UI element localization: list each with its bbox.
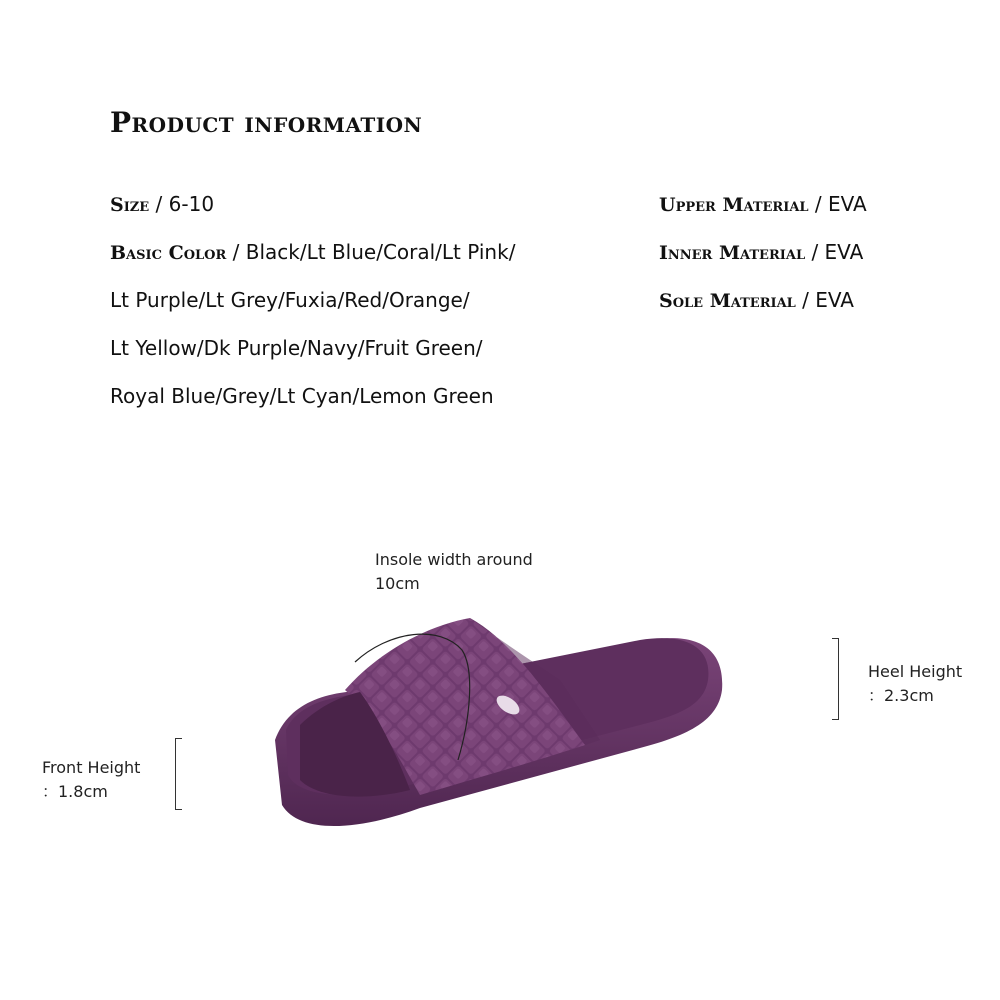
basic-color-value-3: Lt Yellow/Dk Purple/Navy/Fruit Green/ bbox=[110, 336, 483, 360]
size-label: Size bbox=[110, 194, 150, 216]
basic-color-value-2: Lt Purple/Lt Grey/Fuxia/Red/Orange/ bbox=[110, 288, 470, 312]
insole-width-label: Insole width around bbox=[375, 550, 533, 569]
sole-material-value: / EVA bbox=[795, 288, 854, 312]
upper-material-label: Upper Material bbox=[659, 194, 809, 216]
inner-material-value: / EVA bbox=[805, 240, 864, 264]
inner-material-label: Inner Material bbox=[659, 242, 806, 264]
front-height-label: Front Height bbox=[42, 758, 141, 777]
heel-height-value: ：2.3cm bbox=[868, 686, 934, 705]
front-height-bracket bbox=[175, 738, 182, 810]
upper-material-value: / EVA bbox=[808, 192, 867, 216]
size-value: / 6-10 bbox=[149, 192, 215, 216]
front-height-value: ：1.8cm bbox=[42, 782, 108, 801]
basic-color-label: Basic Color bbox=[110, 242, 227, 264]
basic-color-value-1: / Black/Lt Blue/Coral/Lt Pink/ bbox=[226, 240, 516, 264]
heel-height-bracket bbox=[832, 638, 839, 720]
basic-color-value-4: Royal Blue/Grey/Lt Cyan/Lemon Green bbox=[110, 384, 494, 408]
page-title: Product information bbox=[110, 106, 423, 139]
insole-width-value: 10cm bbox=[375, 574, 420, 593]
sole-material-label: Sole Material bbox=[659, 290, 796, 312]
heel-height-label: Heel Height bbox=[868, 662, 963, 681]
